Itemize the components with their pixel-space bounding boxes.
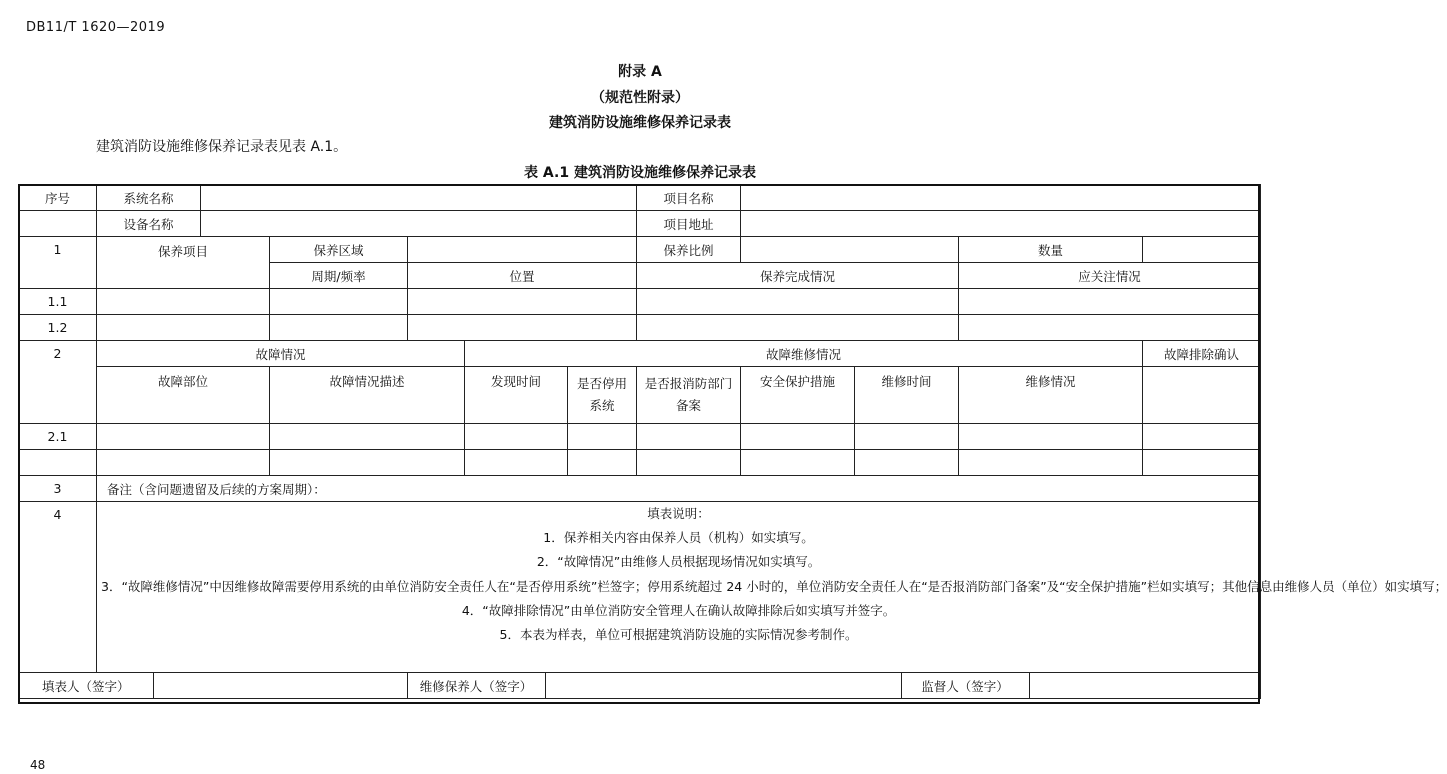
row-number: 1.1 [19, 289, 97, 315]
item-cell[interactable] [97, 315, 270, 341]
instruction-item: 5．本表为样表，单位可根据建筑消防设施的实际情况参考制作。 [499, 627, 858, 643]
stop-system-cell[interactable] [568, 424, 637, 450]
instructions-block [97, 502, 1447, 673]
remarks-field[interactable]: 备注（含问题遗留及后续的方案周期）： [97, 476, 1261, 502]
page-title: 建筑消防设施维修保养记录表 [549, 115, 731, 131]
table-row [19, 673, 1261, 699]
appendix-type: （规范性附录） [591, 90, 689, 106]
filler-signature-field[interactable] [153, 673, 407, 698]
repair-detail-cell[interactable] [959, 424, 1143, 450]
fault-desc-cell[interactable] [270, 424, 465, 450]
confirm-cell[interactable] [1143, 450, 1261, 476]
table-row [19, 211, 1261, 237]
maintainer-label: 维修保养人（签字） [407, 673, 545, 698]
maintenance-item-label: 保养项目 [97, 237, 270, 289]
row-number: 1.2 [19, 315, 97, 341]
instruction-item: 4．“故障排除情况”由单位消防安全管理人在确认故障排除后如实填写并签字。 [461, 602, 896, 618]
safety-cell[interactable] [741, 424, 855, 450]
period-header: 周期/频率 [270, 263, 408, 289]
table-caption: 表 A.1 建筑消防设施维修保养记录表 [524, 165, 756, 181]
table-row [19, 502, 1261, 673]
section-number: 1 [19, 237, 97, 289]
maintainer-signature-field[interactable] [545, 673, 901, 698]
attention-cell[interactable] [959, 289, 1261, 315]
system-name-label: 系统名称 [97, 185, 201, 211]
appendix-title: 附录 A [618, 64, 662, 80]
period-cell[interactable] [270, 289, 408, 315]
instruction-item: 2．“故障情况”由维修人员根据现场情况如实填写。 [536, 554, 821, 570]
found-time-cell[interactable] [465, 450, 568, 476]
table-row [19, 450, 1261, 476]
table-row [19, 315, 1261, 341]
maintenance-ratio-field[interactable] [741, 237, 959, 263]
instruction-item: 1．保养相关内容由保养人员（机构）如实填写。 [543, 530, 814, 546]
attention-cell[interactable] [959, 315, 1261, 341]
seq-empty [19, 211, 97, 237]
table-row [19, 476, 1261, 502]
repair-status-header: 故障维修情况 [465, 341, 1143, 367]
intro-text: 建筑消防设施维修保养记录表见表 A.1。 [96, 139, 348, 155]
section-number: 4 [19, 502, 97, 673]
fault-part-cell[interactable] [97, 424, 270, 450]
repair-detail-cell[interactable] [959, 450, 1143, 476]
quantity-label: 数量 [959, 237, 1143, 263]
fault-confirm-cell[interactable] [1143, 367, 1261, 424]
position-cell[interactable] [408, 289, 637, 315]
report-cell[interactable] [637, 424, 741, 450]
fault-part-cell[interactable] [97, 450, 270, 476]
repair-time-cell[interactable] [855, 424, 959, 450]
item-cell[interactable] [97, 289, 270, 315]
maintenance-ratio-label: 保养比例 [637, 237, 741, 263]
system-name-field[interactable] [201, 185, 637, 211]
table-row [19, 289, 1261, 315]
filler-label: 填表人（签字） [19, 673, 153, 698]
fault-confirm-header: 故障排除确认 [1143, 341, 1261, 367]
page-number: 48 [30, 758, 46, 772]
repair-time-header: 维修时间 [855, 367, 959, 424]
fault-desc-header: 故障情况描述 [270, 367, 465, 424]
standard-code: DB11/T 1620—2019 [26, 20, 166, 35]
project-address-label: 项目地址 [637, 211, 741, 237]
fault-status-header: 故障情况 [97, 341, 465, 367]
stop-system-cell[interactable] [568, 450, 637, 476]
row-number [19, 450, 97, 476]
supervisor-label: 监督人（签字） [901, 673, 1029, 698]
repair-time-cell[interactable] [855, 450, 959, 476]
found-time-header: 发现时间 [465, 367, 568, 424]
device-name-field[interactable] [201, 211, 637, 237]
found-time-cell[interactable] [465, 424, 568, 450]
confirm-cell[interactable] [1143, 424, 1261, 450]
table-row [19, 367, 1261, 424]
row-number: 2.1 [19, 424, 97, 450]
completion-cell[interactable] [637, 289, 959, 315]
project-name-label: 项目名称 [637, 185, 741, 211]
fault-part-header: 故障部位 [97, 367, 270, 424]
period-cell[interactable] [270, 315, 408, 341]
instruction-item: 3．“故障维修情况”中因维修故障需要停用系统的由单位消防安全责任人在“是否停用系统”栏签字；停用系统超过 24 小时的，单位消防安全责任人在“是否报消防部门备案”及“安全保护措施”栏如实填写；其他信息由维修人员（单位）如实填写； [101, 578, 1447, 594]
report-cell[interactable] [637, 450, 741, 476]
maintenance-area-field[interactable] [408, 237, 637, 263]
maintenance-area-label: 保养区域 [270, 237, 408, 263]
section-number: 2 [19, 341, 97, 424]
table-row [19, 424, 1261, 450]
report-header: 是否报消防部门备案 [637, 367, 741, 424]
safety-cell[interactable] [741, 450, 855, 476]
supervisor-signature-field[interactable] [1029, 673, 1261, 698]
repair-detail-header: 维修情况 [959, 367, 1143, 424]
section-number: 3 [19, 476, 97, 502]
completion-header: 保养完成情况 [637, 263, 959, 289]
instructions-title: 填表说明： [647, 506, 710, 521]
table-row [19, 185, 1261, 211]
signature-table [19, 673, 1261, 698]
attention-header: 应关注情况 [959, 263, 1261, 289]
seq-header: 序号 [19, 185, 97, 211]
table-row [19, 341, 1261, 367]
completion-cell[interactable] [637, 315, 959, 341]
quantity-field[interactable] [1143, 237, 1261, 263]
project-name-field[interactable] [741, 185, 1261, 211]
position-header: 位置 [408, 263, 637, 289]
table-row [19, 237, 1261, 263]
project-address-field[interactable] [741, 211, 1261, 237]
signature-row [19, 673, 1261, 699]
safety-measures-header: 安全保护措施 [741, 367, 855, 424]
fault-desc-cell[interactable] [270, 450, 465, 476]
device-name-label: 设备名称 [97, 211, 201, 237]
maintenance-record-table [18, 184, 1447, 699]
stop-system-header: 是否停用系统 [568, 367, 637, 424]
position-cell[interactable] [408, 315, 637, 341]
